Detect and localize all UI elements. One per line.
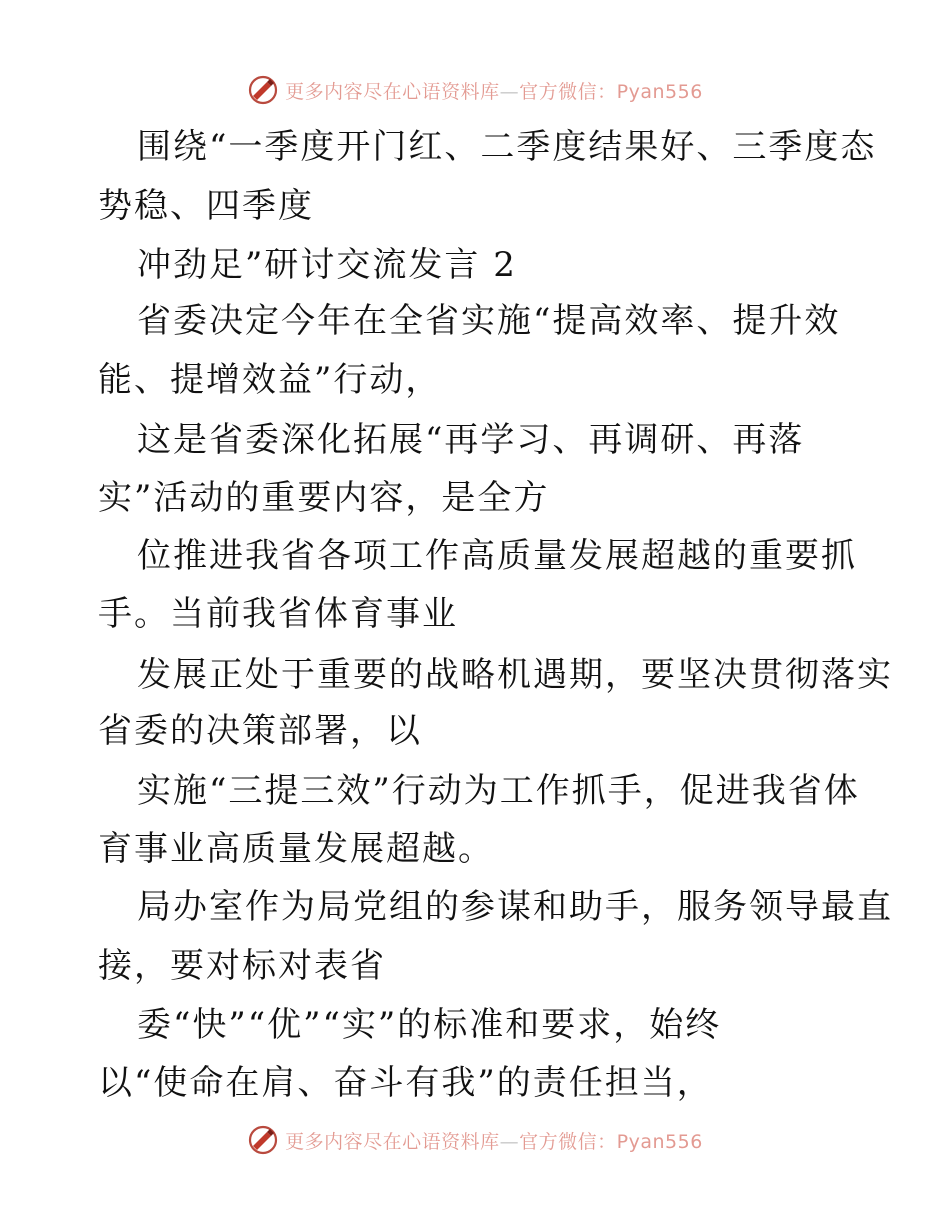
text-line: 局办室作为局党组的参谋和助手，服务领导最直 [137, 887, 893, 927]
text-line: 实”活动的重要内容，是全方 [98, 478, 550, 518]
text-line: 以“使命在肩、奋斗有我”的责任担当， [98, 1063, 713, 1103]
text-line: 省委的决策部署，以 [98, 711, 422, 751]
text-line: 冲劲足”研讨交流发言 2 [137, 245, 517, 285]
text-line: 委“快”“优”“实”的标准和要求，始终 [137, 1005, 722, 1045]
text-line: 省委决定今年在全省实施“提高效率、提升效 [137, 301, 841, 341]
text-line: 位推进我省各项工作高质量发展超越的重要抓 [137, 536, 857, 576]
header-watermark [0, 70, 950, 110]
text-line: 手。当前我省体育事业 [98, 594, 458, 634]
footer-watermark [0, 1120, 950, 1160]
text-line: 围绕“一季度开门红、二季度结果好、三季度态 [137, 127, 877, 167]
text-line: 发展正处于重要的战略机遇期，要坚决贯彻落实 [137, 655, 893, 695]
text-line: 实施“三提三效”行动为工作抓手，促进我省体 [137, 771, 860, 811]
text-line: 接，要对标对表省 [98, 946, 386, 986]
text-line: 势稳、四季度 [98, 186, 314, 226]
text-line: 能、提增效益”行动， [98, 360, 442, 400]
watermark-text: 更多内容尽在心语资料库—官方微信：Pyan556 [285, 80, 703, 103]
text-line: 这是省委深化拓展“再学习、再调研、再落 [137, 420, 805, 460]
watermark-text: 更多内容尽在心语资料库—官方微信：Pyan556 [285, 1130, 703, 1153]
pen-circle-logo-icon [247, 74, 279, 106]
pen-circle-logo-icon [247, 1124, 279, 1156]
text-line: 育事业高质量发展超越。 [98, 829, 494, 869]
